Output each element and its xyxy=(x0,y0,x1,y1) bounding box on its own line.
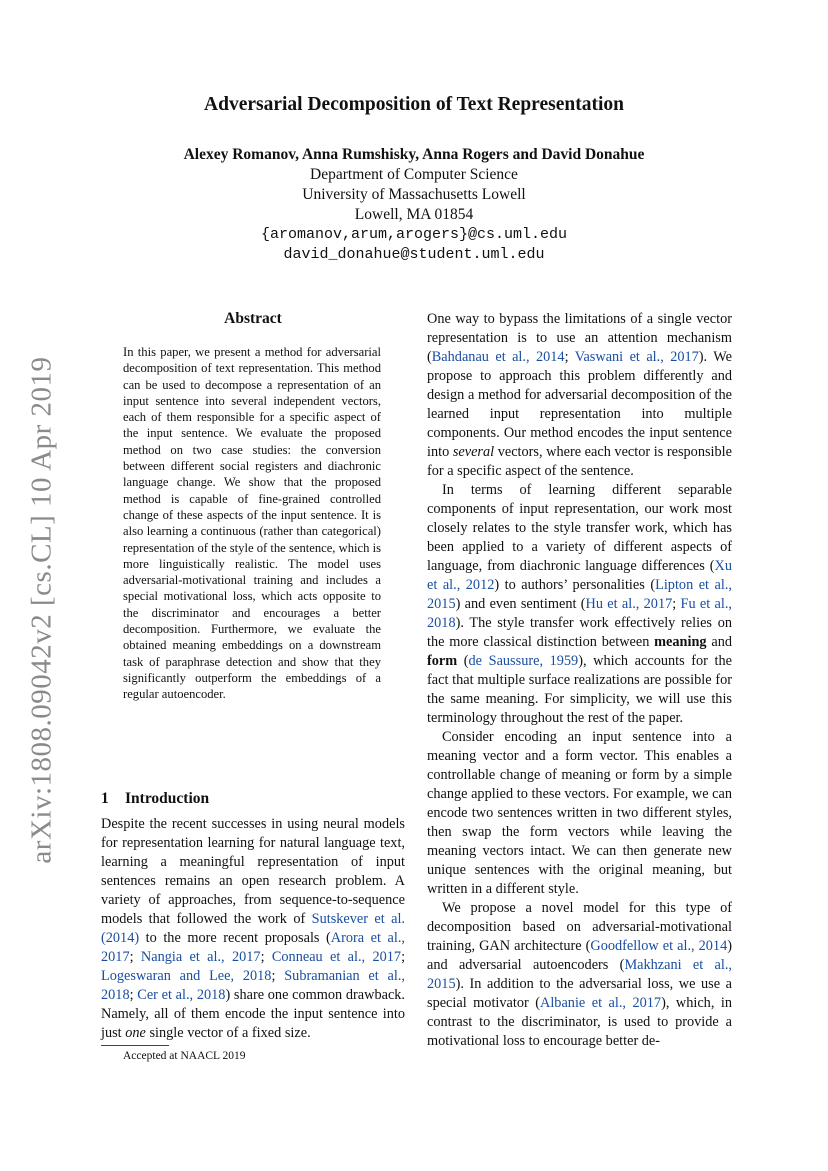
paragraph-text: We propose a novel model for this type of decomposition based on adversarial-motivational training, GAN architecture ( xyxy=(427,900,732,954)
paragraph-encoding: Consider encoding an input sentence into a meaning vector and a form vector. This enables a controllable change of meaning or form by a simple change applied to these vectors. For example, we can encode two sentences written in two different styles, then swap the form vectors while leaving the meaning vectors intact. We can then generate new unique sentences with the original meaning, but written in a different style. xyxy=(427,729,732,897)
paragraph-text: ), which, in contrast to the discriminator, is used to provide a motivational loss to encourage better de- xyxy=(427,995,732,1049)
right-column xyxy=(427,310,732,1051)
intro-paragraph xyxy=(101,815,405,1043)
intro-text: single vector of a fixed size. xyxy=(145,1025,311,1041)
paragraph-proposal xyxy=(427,899,732,1051)
citation-link[interactable]: Fu et al., 2018 xyxy=(427,596,732,631)
intro-text: to the more recent proposals ( xyxy=(139,930,331,946)
paragraph-text: ) and even sentiment ( xyxy=(455,596,586,612)
citation-link[interactable]: Albanie et al., 2017 xyxy=(540,995,662,1011)
citation-separator: ; xyxy=(129,987,138,1003)
affiliation-university: University of Massachusetts Lowell xyxy=(302,186,526,203)
arxiv-stamp-text: arXiv:1808.09042v2 [cs.CL] 10 Apr 2019 xyxy=(25,356,58,864)
citation-separator: ; xyxy=(129,949,141,965)
author-block xyxy=(0,145,828,265)
intro-text: ) share one common drawback. Namely, all of them encode the input sentence into just xyxy=(101,987,406,1041)
section-title: Introduction xyxy=(125,790,210,807)
bold-form: form xyxy=(427,653,458,669)
paragraph-text: vectors, where each vector is responsible for a specific aspect of the sentence. xyxy=(427,444,732,479)
paragraph-text: ). We propose to approach this problem differently and design a method for adversarial decomposition of the learned input representation into multiple components. Our method encodes the input sentence into xyxy=(427,349,732,460)
paragraph-text: One way to bypass the limitations of a single vector representation is to use an attention mechanism ( xyxy=(427,311,732,365)
citation-link[interactable]: Subramanian et al., 2018 xyxy=(101,968,406,1003)
citation-separator: ; xyxy=(401,949,406,965)
citation-link[interactable]: Nangia et al., 2017 xyxy=(140,949,261,965)
email-line-2: david_donahue@student.uml.edu xyxy=(283,246,545,263)
paragraph-text: In terms of learning different separable components of input representation, our work most closely relates to the style transfer work, which has been applied to a variety of different aspects of language, from diachronic language differences ( xyxy=(427,482,732,574)
paragraph-text: ) to authors’ personalities ( xyxy=(494,577,656,593)
citation-link[interactable]: Bahdanau et al., 2014 xyxy=(431,349,565,365)
arxiv-stamp xyxy=(22,356,62,864)
affiliation-address: Lowell, MA 01854 xyxy=(354,206,474,223)
citation-separator: ; xyxy=(672,596,681,612)
citation-link[interactable]: Arora et al., 2017 xyxy=(101,930,405,965)
citation-link[interactable]: Cer et al., 2018 xyxy=(137,987,226,1003)
citation-link[interactable]: de Saussure, 1959 xyxy=(468,653,579,669)
bold-meaning: meaning xyxy=(654,634,707,650)
paragraph-text: ), which accounts for the fact that multiple surface realizations are possible for the same meaning. For simplicity, we will use this terminology throughout the rest of the paper. xyxy=(427,653,732,726)
section-heading xyxy=(101,790,209,808)
emphasis-several: several xyxy=(452,444,495,460)
email-line-1: {aromanov,arum,arogers}@cs.uml.edu xyxy=(260,226,568,243)
abstract-text: In this paper, we present a method for adversarial decomposition of text representation. This method can be used to decompose a representation of an input sentence into several independent vectors, each of them responsible for a specific aspect of the input sentence. We evaluate the proposed method on two case studies: the conversion between different social registers and diachronic language change. We show that the proposed method is capable of fine-grained controlled change of these aspects of the input sentence. It is also learning a continuous (rather than categorical) representation of the style of the sentence, which is more linguistically realistic. The model uses adversarial-motivational training and includes a special motivational loss, which acts opposite to the discriminator and encourages a better decomposition. Furthermore, we evaluate the obtained meaning embeddings on a downstream task of paraphrase detection and show that they significantly outperform the embeddings of a regular autoencoder. xyxy=(123,345,381,702)
citation-link[interactable]: Vaswani et al., 2017 xyxy=(574,349,699,365)
author-names: Alexey Romanov, Anna Rumshisky, Anna Rogers and David Donahue xyxy=(183,146,645,163)
citation-link[interactable]: Goodfellow et al., 2014 xyxy=(590,938,728,954)
paragraph-text: ( xyxy=(457,653,469,669)
citation-separator: ; xyxy=(260,949,272,965)
citation-link[interactable]: Makhzani et al., 2015 xyxy=(427,957,732,992)
footnote-rule xyxy=(101,1045,169,1046)
citation-separator: ; xyxy=(271,968,285,984)
paragraph-text: and xyxy=(706,634,732,650)
emphasis-one: one xyxy=(125,1025,146,1041)
paragraph-text: ) and adversarial autoencoders ( xyxy=(427,938,732,973)
paragraph-text: ). The style transfer work effectively relies on the more classical distinction between xyxy=(427,615,732,650)
citation-separator: ; xyxy=(564,349,575,365)
paragraph-text: ). In addition to the adversarial loss, we use a special motivator ( xyxy=(427,976,732,1011)
citation-link[interactable]: Lipton et al., 2015 xyxy=(427,577,733,612)
citation-link[interactable]: Sutskever et al. (2014) xyxy=(101,911,406,946)
citation-link[interactable]: Logeswaran and Lee, 2018 xyxy=(101,968,272,984)
citation-link[interactable]: Xu et al., 2012 xyxy=(427,558,732,593)
section-number: 1 xyxy=(101,790,109,807)
paper-title: Adversarial Decomposition of Text Representation xyxy=(204,94,624,115)
paragraph-style-transfer xyxy=(427,481,732,728)
affiliation-department: Department of Computer Science xyxy=(310,166,518,183)
left-column xyxy=(101,310,406,1062)
citation-link[interactable]: Conneau et al., 2017 xyxy=(271,949,402,965)
intro-text: Despite the recent successes in using neural models for representation learning for natural language text, learning a meaningful representation of input sentences remains an open research problem. A variety of approaches, from sequence-to-sequence models that followed the work of xyxy=(101,816,405,927)
citation-link[interactable]: Hu et al., 2017 xyxy=(585,596,673,612)
abstract-heading: Abstract xyxy=(224,310,282,327)
footnote: Accepted at NAACL 2019 xyxy=(123,1050,246,1062)
paragraph-attention xyxy=(427,310,732,481)
